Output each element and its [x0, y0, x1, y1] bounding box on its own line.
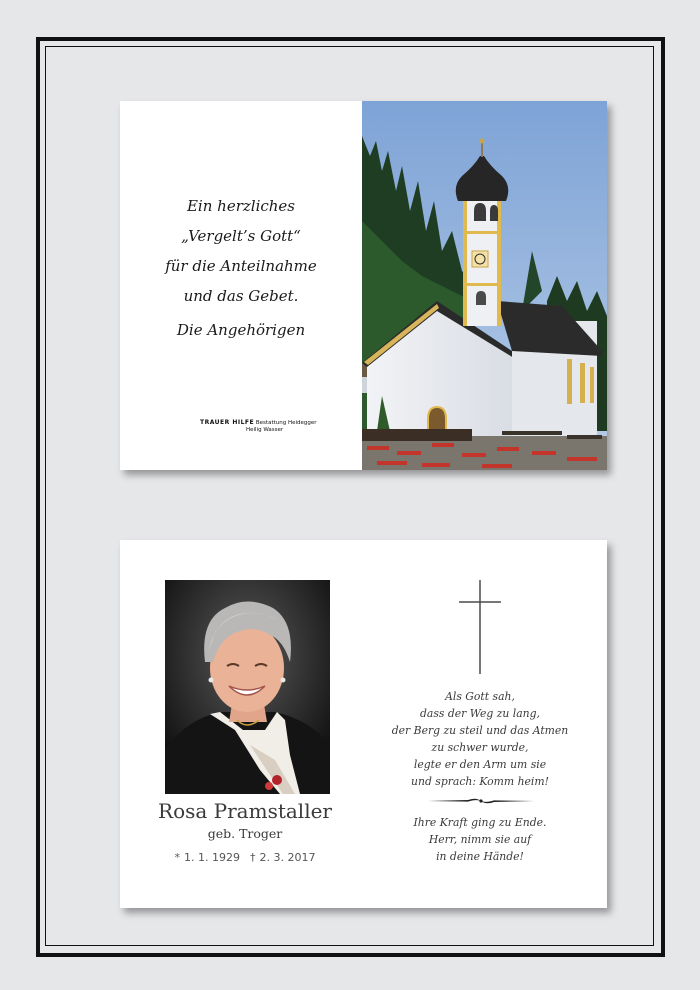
thank-you-card — [120, 101, 607, 470]
poem-line: und sprach: Komm heim! — [411, 775, 549, 788]
church-photo — [362, 101, 607, 470]
funeral-home-imprint — [200, 419, 320, 433]
closing-line: in deine Hände! — [436, 850, 524, 863]
thanks-line: für die Anteilnahme — [165, 257, 317, 275]
thanks-line: „Vergelt’s Gott“ — [181, 227, 301, 245]
life-dates — [140, 851, 350, 864]
death-symbol: † — [250, 851, 256, 864]
portrait-photo — [165, 580, 330, 794]
funeral-home-name: Bestattung Heidegger — [255, 420, 317, 426]
closing-line: Herr, nimm sie auf — [428, 833, 532, 846]
birth-symbol: * — [174, 851, 181, 864]
death-date: 2. 3. 2017 — [259, 851, 316, 864]
poem-line: zu schwer wurde, — [431, 741, 529, 754]
closing-line: Ihre Kraft ging zu Ende. — [413, 816, 547, 829]
poem-line: Als Gott sah, — [445, 690, 515, 703]
ornament-divider — [428, 797, 534, 805]
poem-line: dass der Weg zu lang, — [420, 707, 540, 720]
maiden-name: geb. Troger — [207, 826, 283, 841]
cross-icon — [459, 580, 501, 674]
poem-line: legte er den Arm um sie — [413, 758, 547, 771]
funeral-brand: TRAUER HILFE — [200, 419, 255, 426]
poem — [385, 688, 575, 790]
memorial-card — [120, 540, 607, 908]
closing-verse — [385, 814, 575, 865]
birth-date: 1. 1. 1929 — [184, 851, 240, 864]
thanks-line: Ein herzliches — [186, 197, 296, 215]
signature: Die Angehörigen — [176, 321, 306, 339]
thanks-text — [120, 191, 362, 345]
funeral-home-location: Heilig Wasser — [246, 427, 284, 433]
thanks-line: und das Gebet. — [183, 287, 299, 305]
poem-line: der Berg zu steil und das Atmen — [391, 724, 569, 737]
deceased-name: Rosa Pramstaller — [158, 799, 332, 823]
